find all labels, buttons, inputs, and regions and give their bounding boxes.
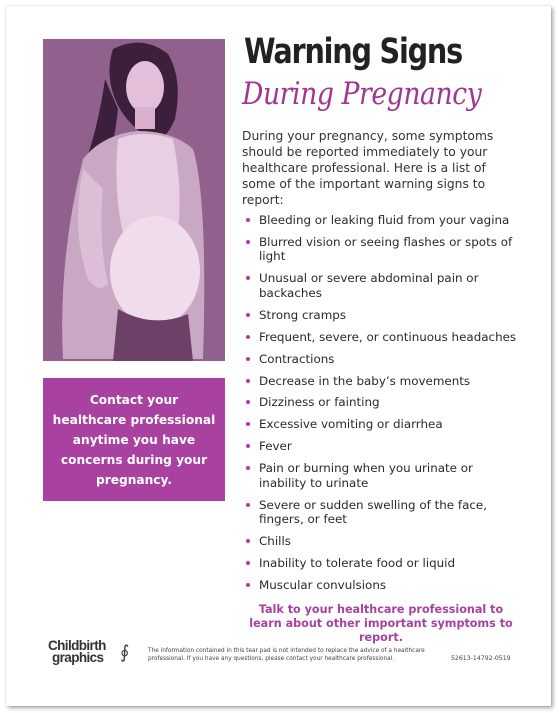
bullet-icon <box>246 561 250 565</box>
list-item: Dizziness or fainting <box>242 395 522 410</box>
bullet-icon <box>246 218 250 222</box>
list-item: Decrease in the baby’s movements <box>242 374 522 389</box>
list-item: Contractions <box>242 352 522 367</box>
list-item: Excessive vomiting or diarrhea <box>242 417 522 432</box>
bullet-icon <box>246 400 250 404</box>
list-item: Blurred vision or seeing flashes or spots of light <box>242 235 522 264</box>
bullet-icon <box>246 422 250 426</box>
list-item: Pain or burning when you urinate or inability to urinate <box>242 461 522 490</box>
title-during-pregnancy: During Pregnancy <box>242 76 482 112</box>
contact-callout-box <box>43 378 225 501</box>
bullet-icon <box>246 583 250 587</box>
pregnant-woman-photo <box>43 39 225 361</box>
list-item: Chills <box>242 534 522 549</box>
title-warning-signs: Warning Signs <box>244 32 462 72</box>
list-item: Muscular convulsions <box>242 578 522 593</box>
bullet-icon <box>246 379 250 383</box>
bullet-icon <box>246 276 250 280</box>
list-item: Fever <box>242 439 522 454</box>
logo-line-1: Childbirth <box>48 638 106 653</box>
bullet-icon <box>246 539 250 543</box>
bullet-icon <box>246 357 250 361</box>
disclaimer-text: The information contained in this tear pad is not intended to replace the advice of a healthcare professional. If you have any questions, please contact your healthcare professional. <box>148 648 425 662</box>
product-code: 52613-14792-0519 <box>451 655 511 662</box>
bullet-icon <box>246 335 250 339</box>
closing-note: Talk to your healthcare professional to learn about other important symptoms to report. <box>249 603 513 644</box>
list-item: Unusual or severe abdominal pain or backaches <box>242 271 522 300</box>
bullet-icon <box>246 240 250 244</box>
bullet-icon <box>246 444 250 448</box>
warning-signs-list <box>242 213 522 600</box>
list-item: Inability to tolerate food or liquid <box>242 556 522 571</box>
childbirth-graphics-logo <box>48 640 138 670</box>
list-item: Frequent, severe, or continuous headaches <box>242 330 522 345</box>
list-item: Severe or sudden swelling of the face, fingers, or feet <box>242 498 522 527</box>
intro-paragraph: During your pregnancy, some symptoms should be reported immediately to your healthcare professional. Here is a list of some of the important warning signs to report: <box>242 129 494 207</box>
bullet-icon <box>246 313 250 317</box>
list-item: Strong cramps <box>242 308 522 323</box>
bullet-icon <box>246 503 250 507</box>
list-item: Bleeding or leaking fluid from your vagina <box>242 213 522 228</box>
logo-line-2: graphics <box>52 650 104 665</box>
logo-mark-icon: ∮ <box>120 642 130 663</box>
tear-pad-sheet <box>6 6 551 706</box>
bullet-icon <box>246 466 250 470</box>
callout-text: Contact your healthcare professional anytime you have concerns during your pregnancy. <box>52 392 216 487</box>
